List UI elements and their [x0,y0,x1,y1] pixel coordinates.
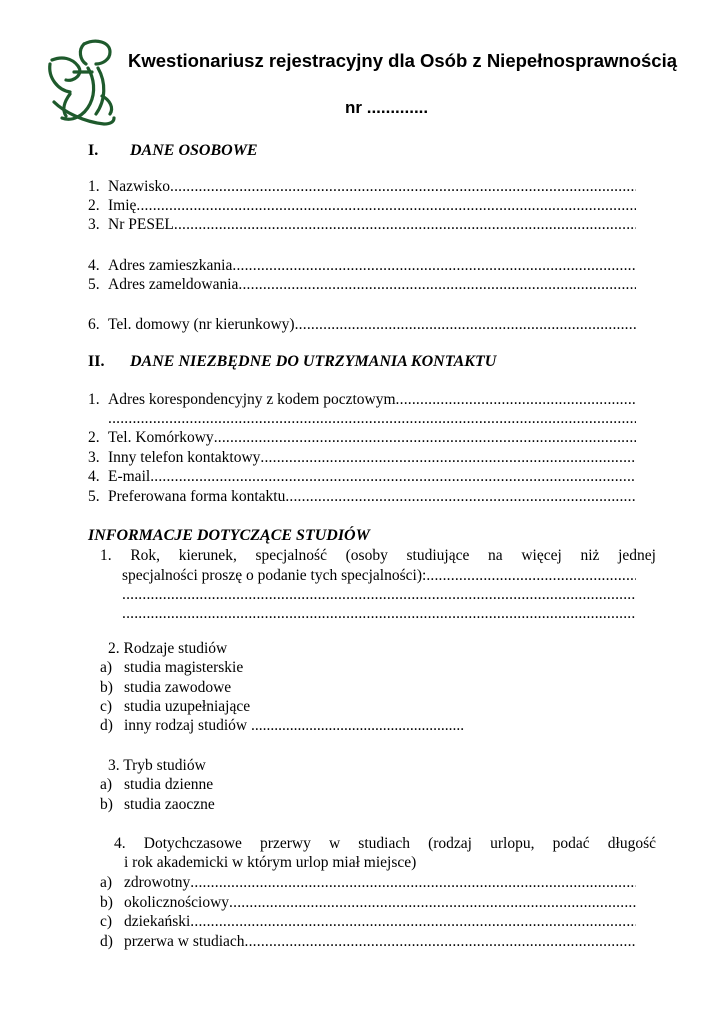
field-dean-leave[interactable] [100,912,636,931]
university-emblem-logo [44,38,120,130]
field-label: Tel. Komórkowy [108,429,214,446]
option-label: studia uzupełniające [124,698,251,715]
item-number: 5. [88,488,100,505]
item-number: 2. [88,429,100,446]
option-letter: d) [100,933,113,950]
question-2-title: 2. Rodzaje studiów [108,640,228,657]
item-number: 4. [88,257,100,274]
section-contact-data-heading [88,353,496,371]
option-letter: a) [100,776,113,793]
item-number: 3. [88,449,100,466]
fill-in-line[interactable] [170,177,636,196]
item-number: 3. [88,216,100,233]
option-other-study-type[interactable] [100,716,464,735]
item-number: 2. [88,197,100,214]
option-label: studia zawodowe [124,679,232,696]
field-label: Adres korespondencyjny z kodem pocztowym [108,391,396,408]
fill-in-line[interactable] [214,428,636,447]
fill-in-line[interactable] [122,585,636,604]
field-pesel[interactable] [88,215,636,234]
fill-in-line[interactable] [396,390,636,409]
fill-in-line[interactable] [295,315,636,334]
fill-in-line[interactable] [229,893,636,912]
fill-in-line[interactable] [108,409,636,428]
option-letter: d) [100,717,113,734]
field-study-break[interactable] [100,932,636,951]
section-roman-numeral: II. [88,353,105,370]
field-label: Preferowana forma kontaktu [108,488,286,505]
item-number: 1. [88,178,100,195]
fill-in-line[interactable] [136,196,636,215]
section-studies-heading [88,527,370,545]
field-other-phone[interactable] [88,448,636,467]
question-4-line-2: i rok akademicki w którym urlop miał miejsce) [124,854,417,871]
form-title: Kwestionariusz rejestracyjny dla Osób z Niepełnosprawnością [128,50,678,71]
field-label: Nr PESEL [108,216,174,233]
field-label: okolicznościowy [124,894,230,911]
fill-in-line[interactable] [122,604,636,623]
option-letter: b) [100,796,113,813]
option-label: inny rodzaj studiów ....................................................... [124,717,465,734]
form-number: nr ............. [345,98,429,117]
option-letter: c) [100,913,113,930]
fill-in-line[interactable] [190,912,636,931]
item-number: 1. [88,391,100,408]
option-full-time[interactable] [100,775,213,794]
section-roman-numeral: I. [88,142,99,159]
field-correspondence-address-cont[interactable] [108,409,636,428]
option-letter: b) [100,679,113,696]
fill-in-line[interactable] [426,566,636,585]
field-email[interactable] [88,467,636,486]
section-personal-data-heading [88,142,258,160]
field-year-major-specialty-cont-2[interactable] [122,604,636,623]
field-label: specjalności proszę o podanie tych specjalności): [122,567,427,584]
field-label: Adres zameldowania [108,276,239,293]
question-4-line-1: 4. Dotychczasowe przerwy w studiach (rodzaj urlopu, podać długość [114,835,656,852]
field-label: Adres zamieszkania [108,257,233,274]
option-label: studia dzienne [124,776,214,793]
field-label: dziekański [124,913,191,930]
field-registered-address[interactable] [88,275,636,294]
question-1-line-1: 1. Rok, kierunek, specjalność (osoby studiujące na więcej niż jednej [100,547,656,564]
section-title: INFORMACJE DOTYCZĄCE STUDIÓW [88,527,370,544]
field-first-name[interactable] [88,196,636,215]
field-mobile-phone[interactable] [88,428,636,447]
field-residence-address[interactable] [88,256,636,275]
option-masters[interactable] [100,658,243,677]
field-label: zdrowotny [124,874,191,891]
field-health-leave[interactable] [100,873,636,892]
option-letter: a) [100,874,113,891]
field-correspondence-address[interactable] [88,390,636,409]
fill-in-line[interactable] [260,448,636,467]
fill-in-line[interactable] [245,932,636,951]
section-title: DANE NIEZBĘDNE DO UTRZYMANIA KONTAKTU [130,353,497,370]
option-label: studia zaoczne [124,796,215,813]
fill-in-line[interactable] [150,467,636,486]
field-label: E-mail [108,468,151,485]
field-label: Tel. domowy (nr kierunkowy) [108,316,295,333]
option-label: studia magisterskie [124,659,244,676]
option-letter: b) [100,894,113,911]
fill-in-line[interactable] [285,487,636,506]
fill-in-line[interactable] [174,215,636,234]
section-title: DANE OSOBOWE [130,142,258,159]
fill-in-line[interactable] [190,873,636,892]
field-label: przerwa w studiach [124,933,245,950]
item-number: 4. [88,468,100,485]
field-year-major-specialty[interactable] [122,566,636,585]
question-3-title: 3. Tryb studiów [108,757,206,774]
option-supplementary[interactable] [100,697,250,716]
field-label: Inny telefon kontaktowy [108,449,261,466]
option-vocational[interactable] [100,678,231,697]
field-occasional-leave[interactable] [100,893,636,912]
field-label: Imię [108,197,137,214]
option-letter: c) [100,698,113,715]
field-surname[interactable] [88,177,636,196]
option-letter: a) [100,659,113,676]
item-number: 6. [88,316,100,333]
fill-in-line[interactable] [232,256,636,275]
item-number: 5. [88,276,100,293]
option-part-time[interactable] [100,795,215,814]
field-year-major-specialty-cont-1[interactable] [122,585,636,604]
field-preferred-contact[interactable] [88,487,636,506]
field-label: Nazwisko [108,178,170,195]
fill-in-line[interactable] [238,275,636,294]
field-home-phone[interactable] [88,315,636,334]
